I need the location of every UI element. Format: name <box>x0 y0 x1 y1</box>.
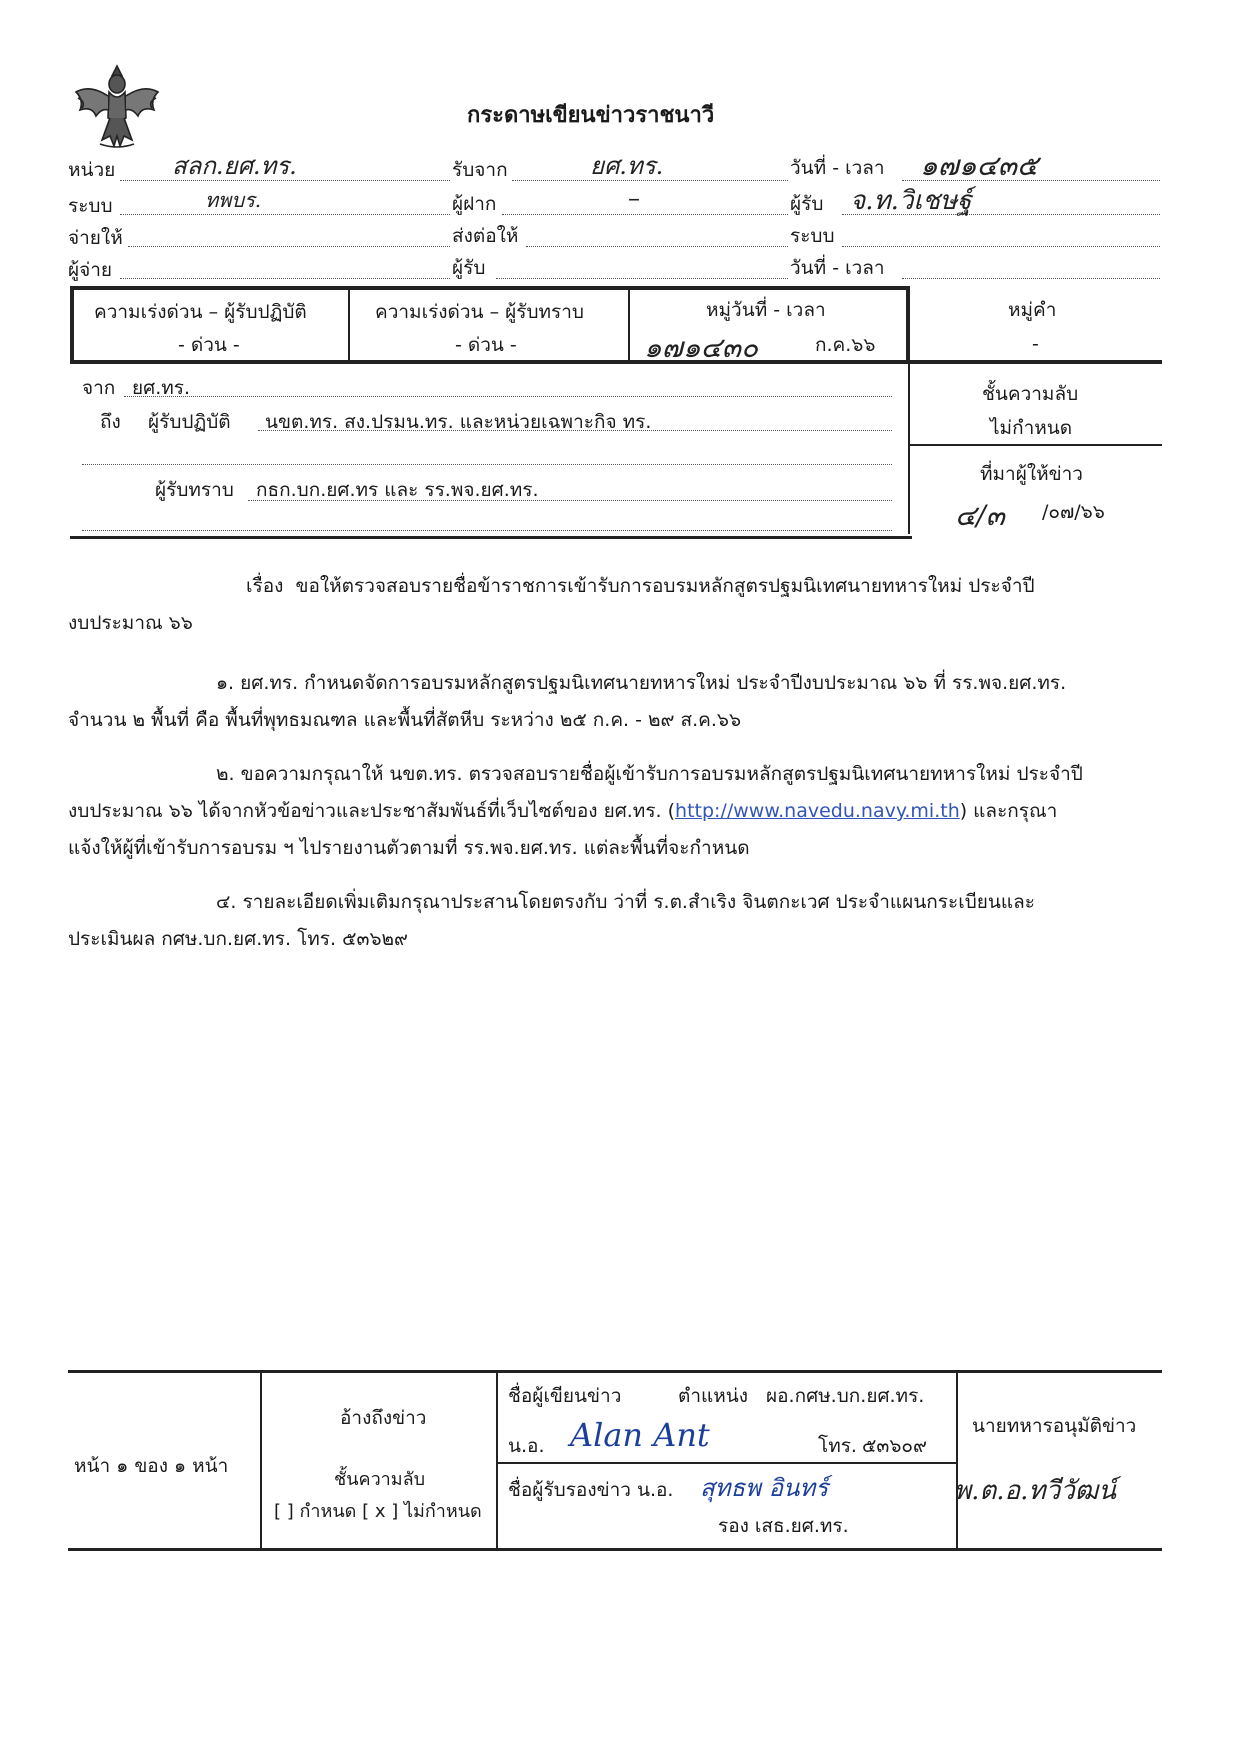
paragraph-2 <box>68 756 1158 867</box>
source-hand: ๔/๓ <box>955 499 1005 532</box>
depositor-dots <box>502 214 788 215</box>
group-datetime-hand: ๑๗๑๔๓๐ <box>644 331 759 364</box>
action-recipient-label: ผู้รับปฏิบัติ <box>148 411 231 433</box>
datetime-label: วันที่ - เวลา <box>790 157 885 179</box>
datetime-value: ๑๗๑๔๓๕ <box>920 149 1039 182</box>
p1-line2: จำนวน ๒ พื้นที่ คือ พื้นที่พุทธมณฑล และพื้นที่สัตหีบ ระหว่าง ๒๕ ก.ค. - ๒๙ ส.ค.๖๖ <box>68 709 742 731</box>
datetime2-label: วันที่ - เวลา <box>790 257 885 279</box>
depositor-value: – <box>628 184 640 212</box>
priority-action-title: ความเร่งด่วน – ผู้รับปฏิบัติ <box>94 301 307 323</box>
depositor-label: ผู้ฝาก <box>452 193 497 215</box>
routing-right-divider <box>908 362 910 534</box>
p1-line1: ๑. ยศ.ทร. กำหนดจัดการอบรมหลักสูตรปฐมนิเทศนายทหารใหม่ ประจำปีงบประมาณ ๖๖ ที่ รร.พจ.ยศ.ทร. <box>216 672 1067 694</box>
footer-top-border <box>68 1370 1162 1373</box>
group-datetime-title: หมู่วันที่ - เวลา <box>706 299 826 321</box>
unit-value: สลก.ยศ.ทร. <box>172 152 297 180</box>
p2-line2-a: งบประมาณ ๖๖ ได้จากหัวข้อข่าวและประชาสัมพันธ์ที่เว็บไซต์ของ ยศ.ทร. ( <box>68 800 676 822</box>
subject-text-2: งบประมาณ ๖๖ <box>68 612 193 634</box>
website-link[interactable]: http://www.navedu.navy.mi.th <box>675 800 960 822</box>
subject-text: ขอให้ตรวจสอบรายชื่อข้าราชการเข้ารับการอบรมหลักสูตรปฐมนิเทศนายทหารใหม่ ประจำปี <box>295 575 1035 597</box>
priority-info-title: ความเร่งด่วน – ผู้รับทราบ <box>375 301 584 323</box>
system2-label: ระบบ <box>790 225 835 247</box>
footer-divider-3 <box>956 1372 958 1548</box>
payer-label: ผู้จ่าย <box>68 259 113 281</box>
source-print: /๐๗/๖๖ <box>1042 501 1105 523</box>
footer-divider-1 <box>260 1372 262 1548</box>
word-group-title: หมู่คำ <box>1008 299 1057 321</box>
received-from-value: ยศ.ทร. <box>590 152 664 180</box>
system-value: ทพบร. <box>205 188 262 212</box>
priority-table-bottom-border <box>70 360 1162 364</box>
unit-label: หน่วย <box>68 159 116 181</box>
to-label: ถึง <box>100 411 121 433</box>
word-group-value: - <box>1032 333 1039 355</box>
received-from-label: รับจาก <box>452 159 508 181</box>
classification-title: ชั้นความลับ <box>982 383 1079 405</box>
priority-table-right-border <box>906 286 910 364</box>
priority-table-divider-2 <box>628 286 630 362</box>
routing-bottom-border <box>70 536 912 539</box>
receiver2-dots <box>496 278 788 279</box>
source-title: ที่มาผู้ให้ข่าว <box>980 463 1083 485</box>
garuda-emblem-icon <box>70 58 165 153</box>
p2-line1: ๒. ขอความกรุณาให้ นขต.ทร. ตรวจสอบรายชื่อผู้เข้ารับการอบรมหลักสูตรปฐมนิเทศนายทหารใหม่ ประจำปี <box>216 763 1083 785</box>
from-label: จาก <box>82 377 116 399</box>
classification-value: ไม่กำหนด <box>990 417 1073 439</box>
blank-line-dots <box>82 464 892 465</box>
priority-info-value: - ด่วน - <box>455 334 517 356</box>
approver-signature: พ.ต.อ.ทวีวัฒน์ <box>954 1476 1117 1506</box>
footer-class-title: ชั้นความลับ <box>334 1469 426 1490</box>
from-value: ยศ.ทร. <box>132 377 191 399</box>
info-recipient-value: กธก.บก.ยศ.ทร และ รร.พจ.ยศ.ทร. <box>256 479 539 501</box>
forward-to-dots <box>526 246 788 247</box>
approver-title: นายทหารอนุมัติข่าว <box>972 1415 1137 1437</box>
page-title: กระดาษเขียนข่าวราชนาวี <box>467 103 715 128</box>
info-recipient-label: ผู้รับทราบ <box>155 479 234 501</box>
info-recipient-dots <box>248 500 892 501</box>
forward-to-label: ส่งต่อให้ <box>452 225 519 247</box>
phone-value: ๕๓๖๐๙ <box>862 1435 927 1457</box>
position-label: ตำแหน่ง <box>678 1385 749 1407</box>
action-recipient-value: นขต.ทร. สง.ปรมน.ทร. และหน่วยเฉพาะกิจ ทร. <box>265 411 652 433</box>
writer-rank: น.อ. <box>508 1435 545 1457</box>
endorser-position: รอง เสธ.ยศ.ทร. <box>718 1515 849 1537</box>
paragraph-3 <box>68 884 1158 958</box>
action-recipient-dots <box>258 430 892 431</box>
payer-dots <box>120 278 450 279</box>
footer-divider-2 <box>496 1372 498 1548</box>
group-datetime-month: ก.ค.๖๖ <box>815 334 876 356</box>
system2-dots <box>842 246 1160 247</box>
writer-label: ชื่อผู้เขียนข่าว <box>508 1385 622 1407</box>
system-label: ระบบ <box>68 195 113 217</box>
footer-writer-split <box>498 1462 956 1464</box>
endorser-label: ชื่อผู้รับรองข่าว น.อ. <box>508 1479 674 1501</box>
paragraph-1 <box>68 665 1158 739</box>
phone-label: โทร. <box>818 1435 857 1457</box>
reference-title: อ้างถึงข่าว <box>340 1407 427 1429</box>
writer-signature: Alan Ant <box>570 1416 710 1454</box>
recipient-value: จ.ท.วิเชษฐ์ <box>850 186 972 216</box>
p2-line3: แจ้งให้ผู้ที่เข้ารับการอบรม ฯ ไปรายงานตัวตามที่ รร.พจ.ยศ.ทร. แต่ละพื้นที่จะกำหนด <box>68 837 750 859</box>
from-dots <box>124 396 892 397</box>
endorser-signature: สุทธพ อินทร์ <box>700 1474 829 1502</box>
subject-block <box>68 568 1158 642</box>
routing-right-split <box>910 444 1162 446</box>
priority-table-divider-1 <box>348 286 350 362</box>
subject-label: เรื่อง <box>246 575 284 597</box>
p2-line2-b: ) และกรุณา <box>959 800 1058 822</box>
footer-class-options: [ ] กำหนด [ x ] ไม่กำหนด <box>274 1501 482 1522</box>
page-info: หน้า ๑ ของ ๑ หน้า <box>74 1455 229 1477</box>
p3-line1: ๔. รายละเอียดเพิ่มเติมกรุณาประสานโดยตรงกับ ว่าที่ ร.ต.สำเริง จินตกะเวศ ประจำแผนกระเบียนและ <box>216 891 1035 913</box>
position-value: ผอ.กศษ.บก.ยศ.ทร. <box>766 1385 925 1407</box>
pay-to-dots <box>128 246 450 247</box>
recipient-label: ผู้รับ <box>790 193 824 215</box>
p3-line2: ประเมินผล กศษ.บก.ยศ.ทร. โทร. ๕๓๖๒๙ <box>68 928 408 950</box>
priority-action-value: - ด่วน - <box>178 334 240 356</box>
footer-bottom-border <box>68 1548 1162 1551</box>
priority-table-top-border <box>70 286 908 290</box>
datetime2-dots <box>902 278 1160 279</box>
priority-table-left-border <box>70 286 74 364</box>
pay-to-label: จ่ายให้ <box>68 227 123 249</box>
receiver2-label: ผู้รับ <box>452 257 486 279</box>
system-dots <box>120 214 450 215</box>
final-line-dots <box>82 530 892 531</box>
